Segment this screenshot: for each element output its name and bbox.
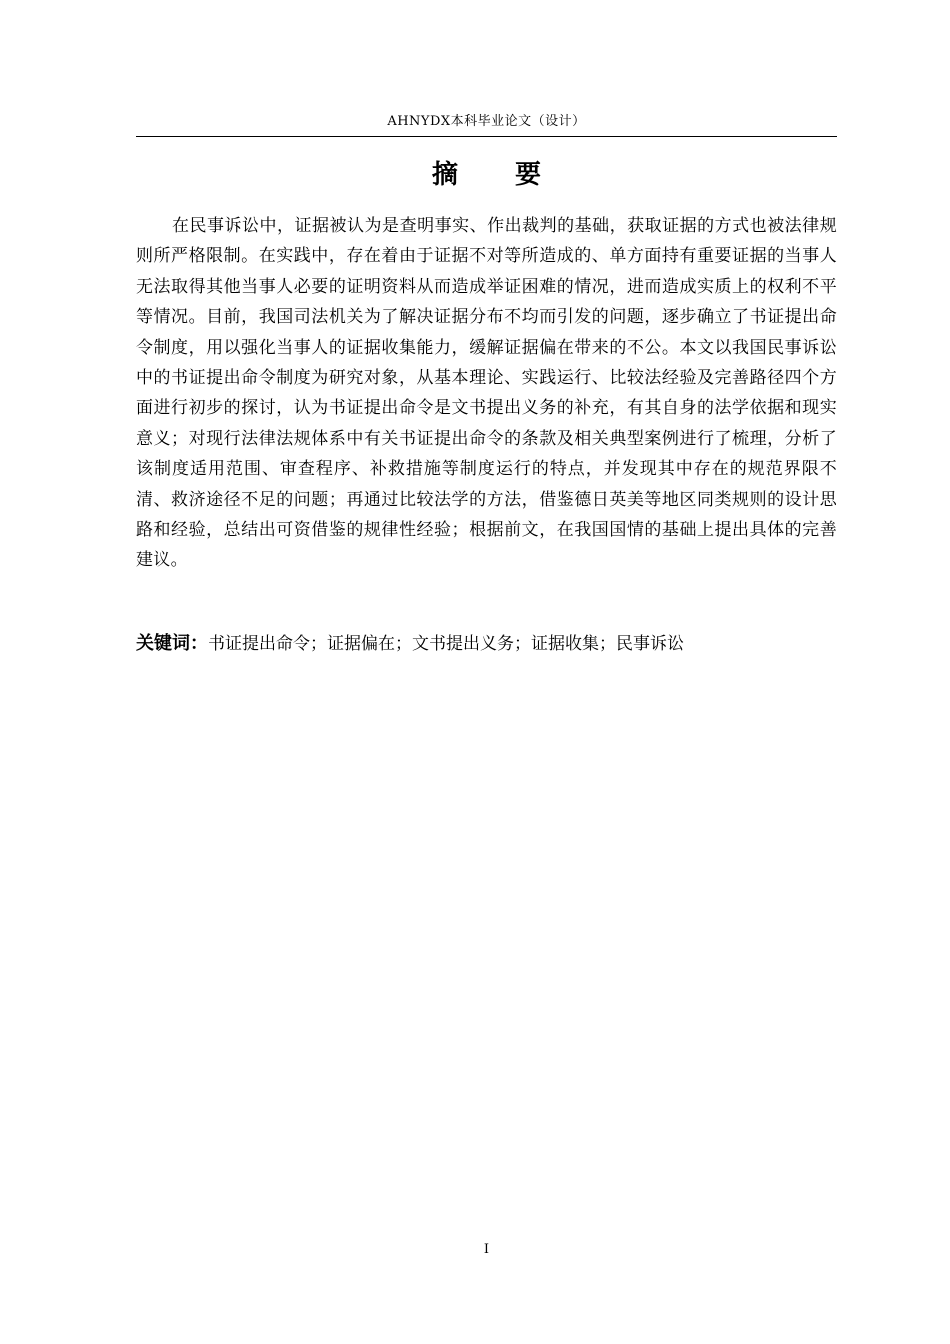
abstract-title: 摘 要 [431, 160, 566, 190]
keywords-text: 书证提出命令；证据偏在；文书提出义务；证据收集；民事诉讼 [208, 634, 684, 654]
abstract-body: 在民事诉讼中，证据被认为是查明事实、作出裁判的基础，获取证据的方式也被法律规则所严格限制。在实践中，存在着由于证据不对等所造成的、单方面持有重要证据的当事人无法取得其他当事人必要的证明资料从而造成举证困难的情况，进而造成实质上的权利不平等情况。目前，我国司法机关为了解决证据分布不均而引发的问题，逐步确立了书证提出命令制度，用以强化当事人的证据收集能力，缓解证据偏在带来的不公。本文以我国民事诉讼中的书证提出命令制度为研究对象，从基本理论、实践运行、比较法经验及完善路径四个方面进行初步的探讨，认为书证提出命令是文书提出义务的补充，有其自身的法学依据和现实意义；对现行法律法规体系中有关书证提出命令的条款及相关典型案例进行了梳理，分析了该制度适用范围、审查程序、补救措施等制度运行的特点，并发现其中存在的规范界限不清、救济途径不足的问题；再通过比较法学的方法，借鉴德日英美等地区同类规则的设计思路和经验，总结出可资借鉴的规律性经验；根据前文，在我国国情的基础上提出具体的完善建议。 [136, 216, 837, 571]
page-number: I [483, 1242, 490, 1257]
header-rule [136, 136, 837, 137]
keywords-label: 关键词： [136, 633, 208, 654]
running-header: AHNYDX本科毕业论文（设计） [387, 114, 586, 129]
keywords-line [136, 628, 837, 660]
